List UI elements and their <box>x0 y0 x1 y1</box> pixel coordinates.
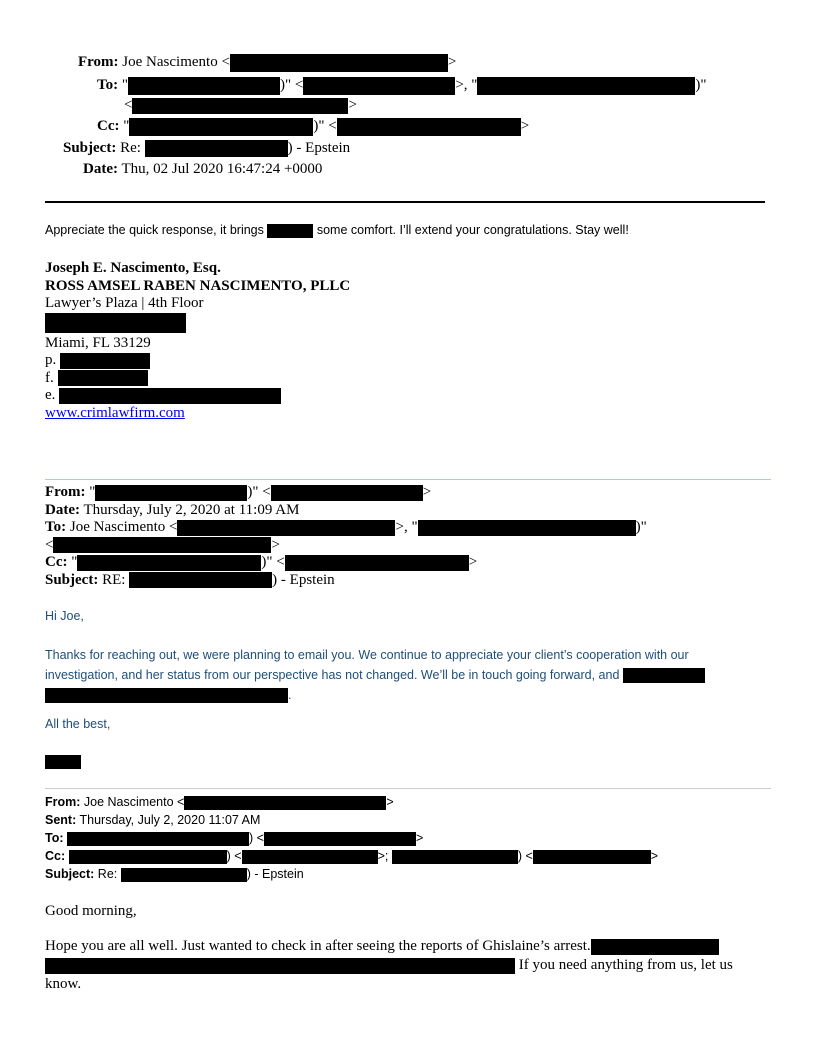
subject-label: Subject: <box>63 140 117 156</box>
redaction <box>591 939 719 955</box>
header-divider <box>45 201 765 203</box>
redaction <box>67 832 249 846</box>
to-row-cont: < > <box>124 97 357 113</box>
redaction <box>145 140 288 157</box>
redaction <box>45 958 515 974</box>
redaction <box>95 485 247 501</box>
to-label: To: <box>97 77 119 93</box>
redaction <box>264 832 416 846</box>
redaction <box>230 54 448 72</box>
msg2-closing: All the best, <box>45 717 111 731</box>
date-row <box>83 159 322 180</box>
website-link[interactable]: www.crimlawfirm.com <box>45 404 185 421</box>
msg2-header: From: " )" < > Date: Thursday, July 2, 2020 at 11:09 AM To: Joe Nascimento < >, " )" < > Cc: " )" < > Subject: RE: ) - Epstein <box>45 484 647 588</box>
redaction <box>242 850 378 864</box>
from-label: From: <box>78 54 119 70</box>
date-label: Date: <box>83 161 118 177</box>
redaction <box>337 118 521 136</box>
message-divider <box>45 788 771 789</box>
cc-label: Cc: <box>97 118 120 134</box>
redaction <box>392 850 518 864</box>
redaction <box>303 77 455 95</box>
redaction <box>121 868 247 882</box>
redaction <box>285 555 469 571</box>
redaction <box>58 370 148 386</box>
msg3-header: From: Joe Nascimento < > Sent: Thursday, July 2, 2020 11:07 AM To: ) < > Cc: ) < >; ) < > Subject: Re: ) - Epstein <box>45 795 659 881</box>
msg2-greeting: Hi Joe, <box>45 609 84 623</box>
from-value: Joe Nascimento < <box>122 54 230 70</box>
date-value: Thu, 02 Jul 2020 16:47:24 +0000 <box>121 161 323 177</box>
msg2-body: Thanks for reaching out, we were planning to email you. We continue to appreciate your client’s cooperation with our investigation, and her status from our perspective has not changed. We’ll be in touch going forward, and . <box>45 645 755 705</box>
redaction <box>45 688 288 703</box>
reply-text: Appreciate the quick response, it brings some comfort. I’ll extend your congratulations. Stay well! <box>45 223 629 237</box>
redaction <box>77 555 261 571</box>
redaction <box>184 796 386 810</box>
redaction <box>132 98 348 114</box>
redaction <box>60 353 150 369</box>
redaction <box>623 668 705 683</box>
from-row: From: Joe Nascimento < > <box>78 54 457 70</box>
msg3-greeting: Good morning, <box>45 903 137 919</box>
cc-row: Cc: " )" < > <box>97 118 530 134</box>
redaction <box>418 520 636 536</box>
message-divider <box>45 479 771 480</box>
signature-firm: ROSS AMSEL RABEN NASCIMENTO, PLLC <box>45 277 351 294</box>
msg3-body: Hope you are all well. Just wanted to check in after seeing the reports of Ghislaine’s arrest. If you need anything from us, let us know. <box>45 938 733 992</box>
redaction <box>45 313 186 333</box>
redaction <box>129 572 272 588</box>
redaction <box>45 755 81 769</box>
redaction <box>129 118 313 136</box>
redaction <box>177 520 395 536</box>
signature-city: Miami, FL 33129 <box>45 334 151 351</box>
signature: Joseph E. Nascimento, Esq. ROSS AMSEL RABEN NASCIMENTO, PLLC Lawyer’s Plaza | 4th Floor Miami, FL 33129 p. f. e. www.crimlawfirm.com <box>45 260 351 421</box>
redaction <box>69 850 227 864</box>
redaction <box>128 77 280 95</box>
redaction <box>533 850 651 864</box>
signature-address: Lawyer’s Plaza | 4th Floor <box>45 295 204 311</box>
redaction <box>477 77 695 95</box>
redaction <box>271 485 423 501</box>
redaction <box>53 537 271 553</box>
signature-name: Joseph E. Nascimento, Esq. <box>45 260 221 276</box>
redaction <box>267 224 313 238</box>
to-row: To: " )" < >, " )" <box>97 77 707 93</box>
subject-row: Subject: Re: ) - Epstein <box>63 140 351 156</box>
redaction <box>59 388 281 404</box>
